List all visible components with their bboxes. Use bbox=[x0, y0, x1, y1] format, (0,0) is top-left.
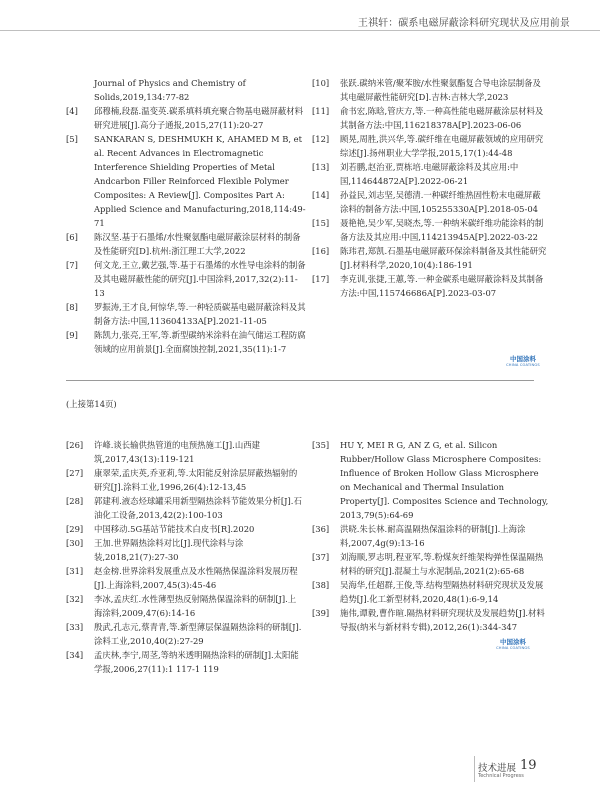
reference-text: 聂艳艳,吴少军,吴晓杰,等.一种纳米碳纤维功能涂料的制备方法及其应用:中国,114213945A[P].2022-03-22 bbox=[340, 218, 544, 242]
reference-number: [6] bbox=[66, 232, 78, 242]
reference-entry bbox=[312, 606, 550, 634]
reference-entry bbox=[312, 578, 550, 606]
reference-text: 刘海顺,罗志明,程亚军,等.粉煤灰纤维架构弹性保温隔热材料的研究[J].混凝土与水泥制品,2021(2):65-68 bbox=[340, 552, 544, 576]
reference-text: 陈玮君,郑凯.石墨基电磁屏蔽环保涂料制备及其性能研究[J].材料科学,2020,10(4):186-191 bbox=[340, 246, 547, 270]
reference-entry bbox=[312, 272, 548, 300]
reference-entry bbox=[66, 76, 308, 104]
logo-en-text: CHINA COATINGS bbox=[496, 646, 530, 650]
reference-entry bbox=[66, 522, 304, 536]
reference-number: [39] bbox=[312, 608, 330, 618]
reference-number: [14] bbox=[312, 190, 330, 200]
reference-text: 吴海华,任超群,王俊,等.结构型隔热材料研究现状及发展趋势[J].化工新型材料,2020,48(1):6-9,14 bbox=[340, 580, 544, 604]
reference-text: 陈凯力,张亮,王军,等.新型碳纳米涂料在油气储运工程防腐领域的应用前景[J].全面腐蚀控制,2021,35(11):1-7 bbox=[94, 330, 306, 354]
reference-text: 王加.世界隔热涂料对比[J].现代涂料与涂装,2018,21(7):27-30 bbox=[94, 538, 244, 562]
reference-text: 许峰.谈长输供热管道的电预热施工[J].山西建筑,2017,43(13):119-121 bbox=[94, 440, 260, 464]
reference-text: 中国移动.5G基站节能技术白皮书[R].2020 bbox=[94, 524, 255, 534]
running-header-title: 王祺轩：碳系电磁屏蔽涂料研究现状及应用前景 bbox=[357, 18, 570, 29]
reference-entry bbox=[66, 648, 304, 676]
reference-entry bbox=[312, 76, 548, 104]
section-divider bbox=[66, 380, 534, 381]
reference-entry bbox=[312, 216, 548, 244]
reference-text: 殷武,孔志元,蔡青青,等.新型薄层保温隔热涂料的研制[J].涂料工业,2010,40(2):27-29 bbox=[94, 622, 302, 646]
reference-number: [33] bbox=[66, 622, 84, 632]
reference-entry bbox=[66, 132, 308, 230]
reference-entry bbox=[66, 592, 304, 620]
reference-text: Journal of Physics and Chemistry of Solids,2019,134:77-82 bbox=[94, 78, 246, 102]
reference-text: 张跃.碳纳米管/聚苯胺/水性聚氨酯复合导电涂层制备及其电磁屏蔽性能研究[D].吉林:吉林大学,2023 bbox=[340, 78, 541, 102]
reference-entry bbox=[312, 244, 548, 272]
reference-number: [28] bbox=[66, 496, 84, 506]
reference-number: [26] bbox=[66, 440, 84, 450]
references-top-left bbox=[66, 76, 308, 356]
references-bottom-right bbox=[312, 438, 550, 634]
reference-number: [27] bbox=[66, 468, 84, 478]
logo-cn-text: 中国涂料 bbox=[510, 355, 536, 363]
reference-text: HU Y, MEI R G, AN Z G, et al. Silicon Rubber/Hollow Glass Microsphere Composites: Influence of Broken Hollow Glass Microsphere on Mechanical and Thermal Insulation Property[J]. Composites Science and Technology, 2013,79(5):64-69 bbox=[340, 440, 549, 520]
reference-entry bbox=[66, 104, 308, 132]
footer-section-en: Technical Progress bbox=[478, 773, 524, 779]
reference-text: 刘若鹏,赵治亚,贾栋培.电磁屏蔽涂料及其应用:中国,114644872A[P].2022-06-21 bbox=[340, 162, 519, 186]
reference-number: [11] bbox=[312, 106, 330, 116]
page-number: 19 bbox=[520, 758, 537, 773]
reference-entry bbox=[312, 132, 548, 160]
reference-entry bbox=[312, 188, 548, 216]
reference-entry bbox=[66, 300, 308, 328]
reference-entry bbox=[66, 230, 308, 258]
reference-entry bbox=[312, 104, 548, 132]
reference-entry bbox=[66, 536, 304, 564]
reference-text: 李冰,孟庆红.水性薄型热反射隔热保温涂料的研制[J].上海涂料,2009,47(6):14-16 bbox=[94, 594, 297, 618]
references-bottom-left bbox=[66, 438, 304, 676]
reference-number: [5] bbox=[66, 134, 78, 144]
reference-number: [32] bbox=[66, 594, 84, 604]
reference-number: [34] bbox=[66, 650, 84, 660]
reference-number: [15] bbox=[312, 218, 330, 228]
reference-number: [10] bbox=[312, 78, 330, 88]
reference-number: [35] bbox=[312, 440, 330, 450]
reference-number: [29] bbox=[66, 524, 84, 534]
reference-entry bbox=[66, 564, 304, 592]
china-coatings-logo-bottom bbox=[490, 638, 536, 651]
reference-number: [38] bbox=[312, 580, 330, 590]
reference-text: 赵金榜.世界涂料发展重点及水性隔热保温涂料发展历程[J].上海涂料,2007,45(3):45-46 bbox=[94, 566, 298, 590]
reference-text: 施伟,谭毅,曹作暄.隔热材料研究现状及发展趋势[J].材料导报(纳米与新材料专辑),2012,26(1):344-347 bbox=[340, 608, 545, 632]
reference-text: 俞书宏,陈晗,管庆方,等.一种高性能电磁屏蔽涂层材料及其制备方法:中国,116218378A[P].2023-06-06 bbox=[340, 106, 544, 130]
continued-from-note: (上接第14页) bbox=[66, 399, 117, 409]
reference-text: 陈汉坚.基于石墨烯/水性聚氨酯电磁屏蔽涂层材料的制备及性能研究[D].杭州:浙江理工大学,2022 bbox=[94, 232, 301, 256]
reference-number: [4] bbox=[66, 106, 78, 116]
reference-entry bbox=[66, 328, 308, 356]
reference-text: 邱穆楠,段磊.温变英.碳系填料填充聚合物基电磁屏蔽材料研究进展[J].高分子通报,2015,27(11):20-27 bbox=[94, 106, 303, 130]
reference-entry bbox=[312, 522, 550, 550]
reference-text: 李克训,张捷,王蕙,等.一种金碳系电磁屏蔽涂料及其制备方法:中国,115746686A[P].2023-03-07 bbox=[340, 274, 544, 298]
reference-text: 何文龙,王立,戴艺强,等.基于石墨烯的水性导电涂料的制备及其电磁屏蔽性能的研究[J].中国涂料,2017,32(2):11-13 bbox=[94, 260, 306, 298]
reference-entry bbox=[312, 160, 548, 188]
reference-number: [16] bbox=[312, 246, 330, 256]
header-rule bbox=[0, 30, 600, 31]
reference-number: [8] bbox=[66, 302, 78, 312]
reference-number: [13] bbox=[312, 162, 330, 172]
reference-number: [37] bbox=[312, 552, 330, 562]
logo-en-text: CHINA COATINGS bbox=[506, 363, 540, 367]
reference-text: SANKARAN S, DESHMUKH K, AHAMED M B, et al. Recent Advances in Electromagnetic Interference Shielding Properties of Metal Andcarbon Filler Reinforced Flexible Polymer Composites: A Review[J]. Composites Part A: Applied Science and Manufacturing,2018,114:49-71 bbox=[94, 134, 306, 228]
reference-number: [9] bbox=[66, 330, 78, 340]
reference-number: [30] bbox=[66, 538, 84, 548]
reference-number: [12] bbox=[312, 134, 330, 144]
reference-text: 顾晃,周胜,洪兴华,等.碳纤维在电磁屏蔽领域的应用研究综述[J].扬州职业大学学报,2015,17(1):44-48 bbox=[340, 134, 544, 158]
reference-entry bbox=[66, 438, 304, 466]
china-coatings-logo bbox=[500, 355, 546, 368]
reference-text: 郭建利.液态烃球罐采用新型隔热涂料节能效果分析[J].石油化工设备,2013,42(2):100-103 bbox=[94, 496, 302, 520]
reference-number: [7] bbox=[66, 260, 78, 270]
reference-entry bbox=[312, 438, 550, 522]
reference-entry bbox=[66, 620, 304, 648]
reference-entry bbox=[66, 494, 304, 522]
reference-number: [31] bbox=[66, 566, 84, 576]
reference-entry bbox=[66, 258, 308, 300]
reference-text: 罗振涛,王才良,何惊华,等.一种轻质碳基电磁屏蔽涂料及其制备方法:中国,113604133A[P].2021-11-05 bbox=[94, 302, 306, 326]
reference-entry bbox=[66, 466, 304, 494]
reference-text: 康翠荣,孟庆英,乔亚莉,等.太阳能反射涂层屏蔽热辐射的研究[J].涂料工业,1996,26(4):12-13,45 bbox=[94, 468, 298, 492]
footer-rule bbox=[474, 756, 475, 782]
footer-section-cn: 技术进展 bbox=[478, 763, 517, 774]
reference-number: [36] bbox=[312, 524, 330, 534]
references-top-right bbox=[312, 76, 548, 300]
reference-number: [17] bbox=[312, 274, 330, 284]
reference-text: 孟庆林,李宁,周茎,等纳米透明隔热涂料的研制[J].太阳能学报,2006,27(11):1 117-1 119 bbox=[94, 650, 299, 674]
reference-text: 孙益民,刘志坚,吴德清.一种碳纤维热固性粉末电磁屏蔽涂料的制备方法:中国,105255330A[P].2018-05-04 bbox=[340, 190, 541, 214]
logo-cn-text: 中国涂料 bbox=[500, 638, 526, 646]
reference-entry bbox=[312, 550, 550, 578]
reference-text: 洪晓.朱长林.耐高温隔热保温涂料的研制[J].上海涂料,2007,4g(9):13-16 bbox=[340, 524, 526, 548]
